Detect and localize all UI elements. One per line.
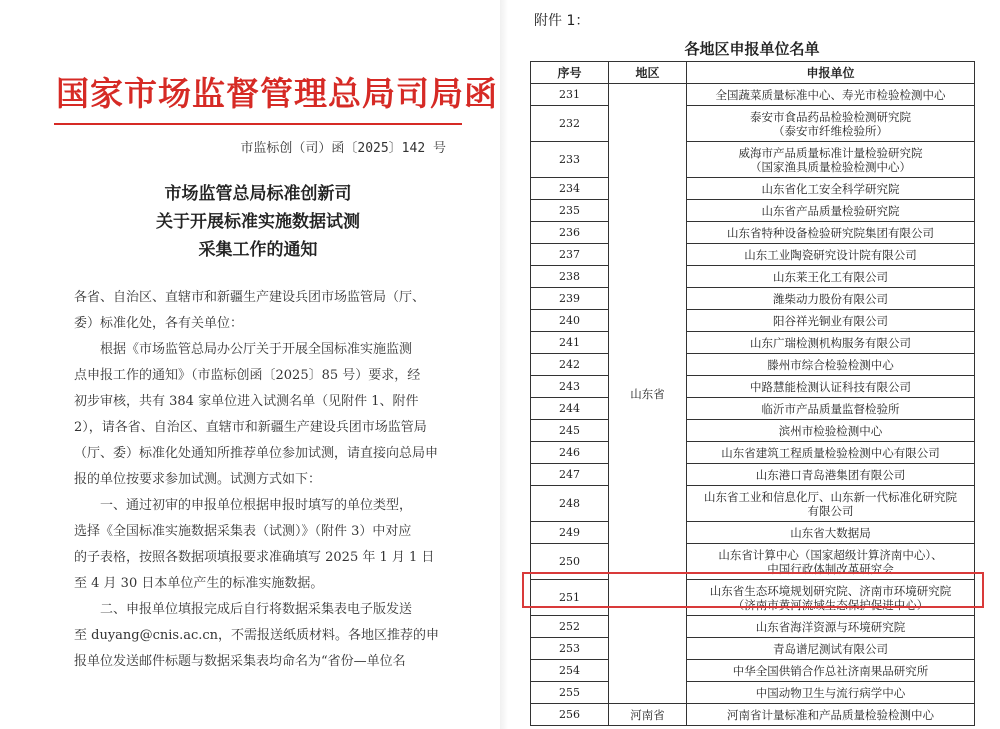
body-line: 至 duyang@cnis.ac.cn，不需报送纸质材料。各地区推荐的申 xyxy=(74,628,440,643)
letter-body xyxy=(74,285,450,675)
row-serial: 243 xyxy=(531,376,609,398)
row-unit xyxy=(687,266,975,288)
row-serial: 232 xyxy=(531,106,609,142)
row-unit xyxy=(687,354,975,376)
body-line: 的子表格，按照各数据项填报要求准确填写 2025 年 1 月 1 日 xyxy=(74,550,435,565)
row-unit xyxy=(687,544,975,580)
row-serial: 242 xyxy=(531,354,609,376)
unit-line: 威海市产品质量标准计量检验研究院 xyxy=(738,145,923,160)
row-unit xyxy=(687,200,975,222)
unit-line: 山东省大数据局 xyxy=(790,525,871,540)
row-serial: 235 xyxy=(531,200,609,222)
body-line: （厅、委）标准化处通知所推荐单位参加试测，请直接向总局申 xyxy=(74,446,439,461)
applicant-table xyxy=(530,61,975,726)
table-row xyxy=(531,616,975,638)
document-number: 市监标创（司）函〔2025〕142 号 xyxy=(240,141,446,156)
table-row xyxy=(531,580,975,616)
table-row xyxy=(531,354,975,376)
table-row xyxy=(531,420,975,442)
row-unit xyxy=(687,244,975,266)
table-row xyxy=(531,200,975,222)
table-row xyxy=(531,682,975,704)
row-unit xyxy=(687,682,975,704)
body-line: 委）标准化处，各有关单位： xyxy=(74,316,244,331)
unit-line: 山东省工业和信息化厅、山东新一代标准化研究院 xyxy=(704,489,957,504)
table-row xyxy=(531,398,975,420)
annex-page xyxy=(520,0,1000,729)
row-serial: 244 xyxy=(531,398,609,420)
table-row xyxy=(531,464,975,486)
body-line: 初步审核，共有 384 家单位进入试测名单（见附件 1、附件 xyxy=(74,394,419,409)
unit-line: 山东港口青岛港集团有限公司 xyxy=(755,467,906,482)
table-header-row xyxy=(531,62,975,84)
body-line: 报单位发送邮件标题与数据采集表均命名为“省份—单位名 xyxy=(74,654,406,669)
body-line: 各省、自治区、直辖市和新疆生产建设兵团市场监管局（厅、 xyxy=(74,290,426,305)
table-row xyxy=(531,266,975,288)
row-region: 河南省 xyxy=(609,704,687,726)
table-row xyxy=(531,522,975,544)
row-serial: 245 xyxy=(531,420,609,442)
row-serial: 236 xyxy=(531,222,609,244)
table-row xyxy=(531,222,975,244)
table-row xyxy=(531,660,975,682)
row-unit xyxy=(687,142,975,178)
row-serial: 253 xyxy=(531,638,609,660)
unit-line: 山东省化工安全科学研究院 xyxy=(761,181,900,196)
row-unit xyxy=(687,398,975,420)
unit-line: 临沂市产品质量监督检验所 xyxy=(761,401,900,416)
unit-line: 山东莱王化工有限公司 xyxy=(773,269,888,284)
body-line: 2），请各省、自治区、直辖市和新疆生产建设兵团市场监管局 xyxy=(74,420,427,435)
body-line: 报的单位按要求参加试测。试测方式如下： xyxy=(74,472,322,487)
masthead-rule xyxy=(54,123,462,125)
body-line: 选择《全国标准实施数据采集表（试测）》（附件 3）中对应 xyxy=(74,524,412,539)
row-unit xyxy=(687,106,975,142)
unit-line: 山东省生态环境规划研究院、济南市环境研究院 xyxy=(709,583,952,598)
table-row xyxy=(531,638,975,660)
body-line: 一、通过初审的申报单位根据申报时填写的单位类型， xyxy=(100,498,413,513)
row-unit xyxy=(687,486,975,522)
table-row xyxy=(531,332,975,354)
table-row xyxy=(531,704,975,726)
row-unit xyxy=(687,704,975,726)
table-row xyxy=(531,486,975,522)
row-unit xyxy=(687,580,975,616)
unit-line: 中国动物卫生与流行病学中心 xyxy=(755,685,906,700)
unit-line: （国家渔具质量检验检测中心） xyxy=(750,159,911,174)
table-row xyxy=(531,310,975,332)
page-edge-shadow xyxy=(500,0,508,729)
unit-line: 山东工业陶瓷研究设计院有限公司 xyxy=(744,247,917,262)
header-serial: 序号 xyxy=(531,62,609,84)
row-serial: 249 xyxy=(531,522,609,544)
unit-line: 全国蔬菜质量标准中心、寿光市检验检测中心 xyxy=(715,87,946,102)
unit-line: 中华全国供销合作总社济南果品研究所 xyxy=(732,663,929,678)
row-serial: 234 xyxy=(531,178,609,200)
row-unit xyxy=(687,420,975,442)
table-row xyxy=(531,178,975,200)
row-serial: 247 xyxy=(531,464,609,486)
row-unit xyxy=(687,332,975,354)
unit-line: 中国行政体制改革研究会 xyxy=(767,561,894,576)
title-line: 关于开展标准实施数据试测 xyxy=(156,212,360,232)
table-row xyxy=(531,106,975,142)
row-serial: 252 xyxy=(531,616,609,638)
body-line: 点申报工作的通知》（市监标创函〔2025〕85 号）要求，经 xyxy=(74,368,421,383)
table-row xyxy=(531,288,975,310)
unit-line: 山东省特种设备检验研究院集团有限公司 xyxy=(727,225,934,240)
row-serial: 250 xyxy=(531,544,609,580)
unit-line: 山东省海洋资源与环境研究院 xyxy=(755,619,906,634)
unit-line: 山东省产品质量检验研究院 xyxy=(761,203,900,218)
attachment-label: 附件 1： xyxy=(534,13,590,29)
row-serial: 251 xyxy=(531,580,609,616)
unit-line: 山东广瑞检测机构服务有限公司 xyxy=(750,335,911,350)
unit-line: 山东省计算中心（国家超级计算济南中心）、 xyxy=(718,547,943,562)
row-serial: 239 xyxy=(531,288,609,310)
unit-line: 青岛谱尼测试有限公司 xyxy=(773,641,888,656)
unit-line: 滕州市综合检验检测中心 xyxy=(767,357,894,372)
row-serial: 256 xyxy=(531,704,609,726)
unit-line: 滨州市检验检测中心 xyxy=(778,423,883,438)
row-unit xyxy=(687,442,975,464)
row-unit xyxy=(687,222,975,244)
row-unit xyxy=(687,288,975,310)
row-serial: 255 xyxy=(531,682,609,704)
title-line: 市场监管总局标准创新司 xyxy=(164,184,352,204)
body-line: 根据《市场监管总局办公厅关于开展全国标准实施监测 xyxy=(100,342,413,357)
table-row xyxy=(531,142,975,178)
row-serial: 237 xyxy=(531,244,609,266)
row-serial: 231 xyxy=(531,84,609,106)
unit-line: 潍柴动力股份有限公司 xyxy=(773,291,888,306)
letter-masthead: 国家市场监督管理总局司局函 xyxy=(56,74,498,113)
unit-line: 泰安市食品药品检验检测研究院 xyxy=(750,109,911,124)
row-serial: 246 xyxy=(531,442,609,464)
row-serial: 233 xyxy=(531,142,609,178)
row-unit xyxy=(687,638,975,660)
unit-line: （济南市黄河流域生态保护促进中心） xyxy=(732,597,929,612)
row-unit xyxy=(687,178,975,200)
row-unit xyxy=(687,84,975,106)
row-serial: 254 xyxy=(531,660,609,682)
table-row xyxy=(531,442,975,464)
row-unit xyxy=(687,660,975,682)
unit-line: 山东省建筑工程质量检验检测中心有限公司 xyxy=(721,445,940,460)
row-unit xyxy=(687,522,975,544)
table-row xyxy=(531,376,975,398)
header-unit: 申报单位 xyxy=(687,62,975,84)
body-line: 二、申报单位填报完成后自行将数据采集表电子版发送 xyxy=(100,602,413,617)
table-body xyxy=(531,84,975,726)
row-serial: 241 xyxy=(531,332,609,354)
unit-line: 河南省计量标准和产品质量检验检测中心 xyxy=(727,707,934,722)
header-region: 地区 xyxy=(609,62,687,84)
row-unit xyxy=(687,616,975,638)
title-line: 采集工作的通知 xyxy=(198,240,318,260)
row-serial: 240 xyxy=(531,310,609,332)
table-row xyxy=(531,244,975,266)
unit-line: 有限公司 xyxy=(807,503,854,518)
row-unit xyxy=(687,464,975,486)
row-serial: 248 xyxy=(531,486,609,522)
letter-title xyxy=(54,180,462,264)
row-serial: 238 xyxy=(531,266,609,288)
table-row xyxy=(531,544,975,580)
row-unit xyxy=(687,310,975,332)
unit-line: （泰安市纤维检验所） xyxy=(773,123,888,138)
unit-line: 中路慧能检测认证科技有限公司 xyxy=(750,379,911,394)
unit-line: 阳谷祥光铜业有限公司 xyxy=(773,313,888,328)
table-row xyxy=(531,84,975,106)
row-region: 山东省 xyxy=(609,84,687,704)
table-title: 各地区申报单位名单 xyxy=(684,40,820,58)
body-line: 至 4 月 30 日本单位产生的标准实施数据。 xyxy=(74,576,324,591)
row-unit xyxy=(687,376,975,398)
